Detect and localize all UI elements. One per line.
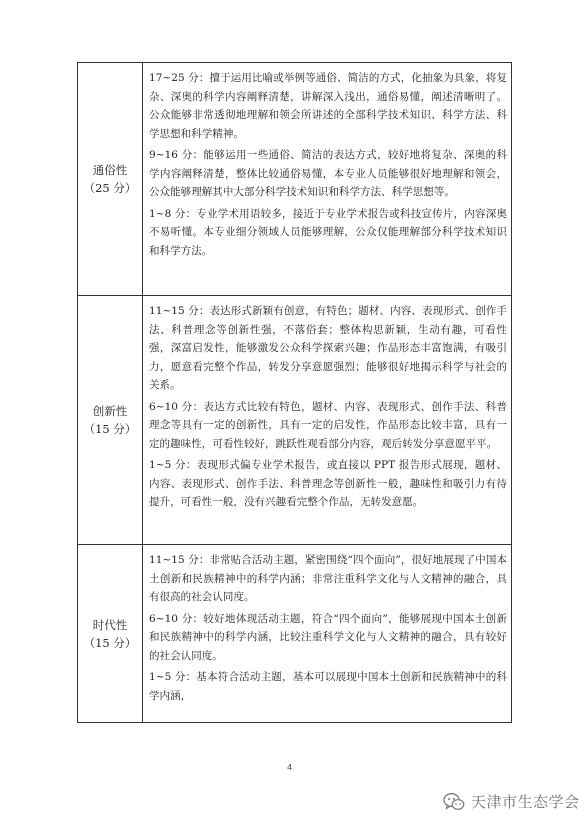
page-number: 4 — [287, 763, 293, 772]
criteria-paragraph: 1~5 分：基本符合活动主题，基本可以展现中国本土创新和民族精神中的科学内涵， — [149, 671, 507, 702]
wechat-icon — [443, 792, 465, 812]
criteria-cell — [143, 545, 511, 722]
category-cell — [78, 545, 143, 722]
criteria-paragraph: 9~16 分：能够运用一些通俗、简洁的表达方式，较好地将复杂、深奥的科学内容阐释清楚，整体比较通俗易懂，本专业人员能够很好地理解和领会，公众能够理解其中大部分科学技术知识和科学方法、科学思想等。 — [149, 149, 507, 198]
category-name: 创新性 — [92, 404, 128, 418]
category-name: 通俗性 — [92, 163, 128, 177]
criteria-paragraph: 6~10 分：较好地体现活动主题，符合“四个面向”，能够展现中国本土创新和民族精神中的科学内涵，比较注重科学文化与人文精神的融合，具有较好的社会认同度。 — [149, 612, 507, 662]
category-cell — [78, 63, 143, 295]
category-name: 时代性 — [92, 617, 128, 632]
table-row — [78, 63, 511, 296]
criteria-cell — [143, 63, 511, 295]
criteria-paragraph: 17~25 分：擅于运用比喻或举例等通俗、简洁的方式，化抽象为具象，将复杂、深奥的科学内容阐释清楚，讲解深入浅出，通俗易懂，阐述清晰明了。公众能够非常透彻地理解和领会所讲述的全部科学技术知识、科学方法、科学思想和科学精神。 — [149, 72, 507, 140]
criteria-paragraph: 11~15 分：表达形式新颖有创意，有特色；题材、内容、表现形式、创作手法、科普理念等创新性强，不落俗套；整体构思新颖，生动有趣，可看性强，深富启发性，能够激发公众科学探索兴趣；作品形态丰富饱满，有吸引力，愿意看完整个作品，转发分享意愿强烈；能够很好地揭示科学与社会的关系。 — [149, 305, 507, 391]
category-cell — [78, 296, 143, 544]
criteria-paragraph: 1~8 分：专业学术用语较多，接近于专业学术报告或科技宣传片，内容深奥不易听懂。本专业细分领域人员能够理解，公众仅能理解部分科学技术知识和科学方法。 — [149, 207, 507, 257]
criteria-paragraph: 11~15 分：非常贴合活动主题，紧密围绕“四个面向”，很好地展现了中国本土创新和民族精神中的科学内涵；非常注重科学文化与人文精神的融合，具有很高的社会认同度。 — [149, 554, 507, 603]
criteria-paragraph: 1~5 分：表现形式偏专业学术报告，或直接以 PPT 报告形式展现，题材、内容、表现形式、创作手法、科普理念等创新性一般，趣味性和吸引力有待提升，可看性一般，没有兴趣看完整个作品，无转发意愿。 — [149, 459, 507, 508]
table-row — [78, 545, 511, 722]
category-points: （15 分） — [83, 635, 137, 650]
watermark-text: 天津市生态学会 — [471, 793, 580, 811]
criteria-cell — [143, 296, 511, 544]
category-points: （15 分） — [83, 422, 137, 436]
criteria-paragraph: 6~10 分：表达方式比较有特色，题材、内容、表现形式、创作手法、科普理念等具有一定的创新性，具有一定的启发性，作品形态比较丰富，具有一定的趣味性，可看性较好，跳跃性观看部分内容，观后转发分享意愿平平。 — [149, 400, 507, 450]
scoring-table — [77, 62, 512, 723]
category-points: （25 分） — [83, 181, 137, 195]
table-row — [78, 296, 511, 545]
watermark — [443, 791, 580, 812]
